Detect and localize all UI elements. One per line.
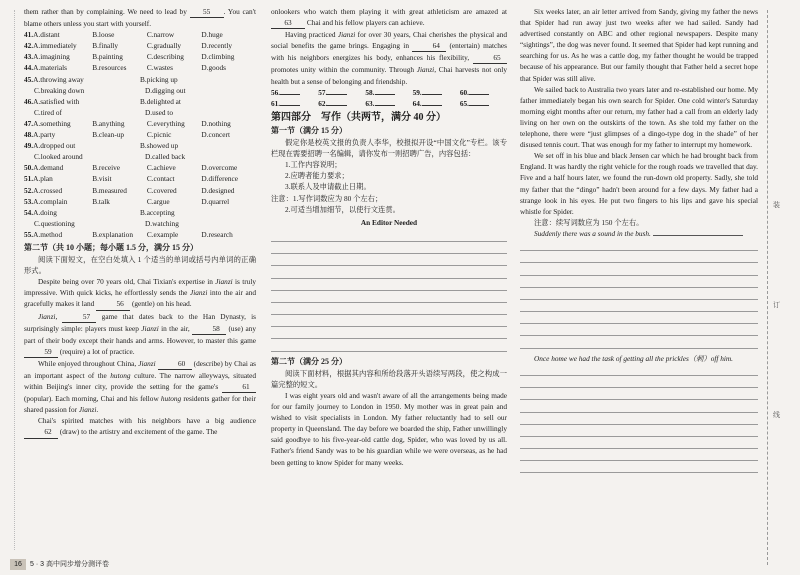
writing-section-2-instructions: 阅读下面材料，根据其内容和所给段落开头语续写两段，使之构成一篇完整的短文。 <box>271 368 507 389</box>
option-b[interactable]: B.explanation <box>92 229 133 239</box>
writing-section-2-title: 第二节（满分 25 分） <box>271 356 347 366</box>
writing-section-1-title: 第一节（满分 15 分） <box>271 125 347 135</box>
option-b[interactable]: B.measured <box>92 185 127 195</box>
blank-56: 56 <box>96 298 130 310</box>
option-b[interactable]: B.painting <box>92 52 123 62</box>
section-2-title: 第二节（共 10 小题；每小题 1.5 分，满分 15 分） <box>24 242 198 252</box>
margin-label-ding: 订 <box>773 301 780 309</box>
option-d[interactable]: D.huge <box>201 30 223 40</box>
writing-note-2: 2.可适当增加细节，以使行文连贯。 <box>285 204 400 214</box>
option-c[interactable]: C.argue <box>146 196 170 206</box>
story-paragraph-1: I was eight years old and wasn't aware of all the arrangements being made for our family journey to London in 1950. My mother was in great pain and wished to visit specialists in London. My father reluctantly had to sell our property in Queensland. The day before we boarded the ship, Father unwillingly said goodbye to his five-year-old cattle dog, Spider, who was loved by us all. Father's friend Sandy was to be his guardian while we were overseas, as he had been getting to know Spider for many weeks. <box>271 390 507 467</box>
answer-slot[interactable]: 56. <box>271 87 318 98</box>
section-2-instructions: 阅读下面短文，在空白处填入 1 个适当的单词或括号内单词的正确形式。 <box>24 255 256 276</box>
option-d[interactable]: D.goods <box>201 63 226 73</box>
writing-area-1[interactable] <box>271 230 507 352</box>
option-c[interactable]: C.narrow <box>146 30 175 40</box>
ad-title: An Editor Needed <box>360 217 418 227</box>
story-paragraph-2: Six weeks later, an air letter arrived from Sandy, giving my father the news that Spider had run away just two weeks after we had sailed. Sandy had advertised constantly on ABC and other regional newspapers. Despite many “sightings”, the dog was never found. It seemed that Spider had kept running and searching for us. As he was a cattle dog, my father thought he would be trapped because of his appearance. But our family thought that Father held a secret hope that Spider was still alive. <box>520 7 758 83</box>
blank-58: 58 <box>192 323 226 335</box>
column-1 <box>24 6 256 439</box>
answer-slot[interactable]: 57. <box>318 87 365 98</box>
answer-slot[interactable]: 63. <box>365 98 412 109</box>
passage-continuation: them rather than by complaining. We need to lead by 55 . You can't blame others unless you start with yourself. <box>24 7 256 29</box>
blank-61: 61 <box>222 381 256 393</box>
writing-area-3[interactable] <box>520 364 758 474</box>
option-b[interactable]: B.resources <box>92 63 127 73</box>
footer-title: 5 · 3 高中同步增分测评卷 <box>30 561 109 568</box>
option-c[interactable]: C.looked around <box>34 152 83 162</box>
writing-task-text: 假定你是校英文报的负责人李华，校报拟开设“中国文化”专栏。该专栏现在需要招聘一名编辑，请你发布一则招聘广告，内容包括： <box>271 138 507 159</box>
option-row <box>24 107 256 118</box>
option-b[interactable]: B.visit <box>92 174 112 184</box>
binding-gutter <box>10 10 15 550</box>
option-row <box>24 218 256 229</box>
story-paragraph-3: We sailed back to Australia two years later and re-established our home. My father immediately began his own search for Spider. One cold winter's Saturday morning eight months after our return, my father had a call from an elderly lady living on her own on the outskirts of the town. As she told my father on the telephone, there were “just glimpses of a dingo-type dog in the shade” of her disused tennis court. That was enough for my father to interrupt my homework. <box>520 84 758 150</box>
option-c[interactable]: C.picnic <box>146 130 172 140</box>
answer-slot[interactable]: 58. <box>365 87 412 98</box>
writing-item-3: 3.联系人及申请截止日期。 <box>285 182 371 192</box>
option-row <box>24 118 256 129</box>
option-d[interactable]: D.designed <box>201 185 235 195</box>
column-3 <box>520 6 758 473</box>
blank-65: 65 <box>473 52 507 64</box>
option-d[interactable]: D.watching <box>145 218 179 228</box>
margin-label-xian: 线 <box>773 411 780 419</box>
option-row <box>24 185 256 196</box>
option-a[interactable]: 50.A.demand <box>24 163 64 173</box>
option-a[interactable]: 48.A.party <box>24 130 56 140</box>
option-row <box>24 151 256 162</box>
blank-62: 62 <box>24 426 58 438</box>
option-d[interactable]: D.concert <box>201 130 230 140</box>
option-row <box>24 173 256 184</box>
option-a[interactable]: 55.A.method <box>24 229 63 239</box>
passage-paragraph-1: Despite being over 70 years old, Chai Tixian's expertise in Jianzi is truly impressive. With quick kicks, he effortlessly sends the Jianzi into the air and gracefully makes it land 56 (gentle) on his head. <box>24 276 256 310</box>
option-a[interactable]: 54.A.doing <box>24 207 57 217</box>
option-d[interactable]: D.digging out <box>145 85 186 95</box>
blank-59: 59 <box>24 346 58 358</box>
continuation-note: 注意：续写词数应为 150 个左右。 <box>534 217 644 227</box>
option-a[interactable]: 47.A.something <box>24 118 71 128</box>
column-2 <box>271 6 507 468</box>
page-number: 16 <box>10 559 26 570</box>
option-b[interactable]: B.picking up <box>140 74 178 84</box>
option-c[interactable]: C.gradually <box>146 41 182 51</box>
answer-slot[interactable]: 62. <box>318 98 365 109</box>
option-c[interactable]: C.covered <box>146 185 177 195</box>
option-d[interactable]: D.quarrel <box>201 196 230 206</box>
option-a[interactable]: 42.A.immediately <box>24 41 77 51</box>
option-row <box>24 29 256 40</box>
option-c[interactable]: C.describing <box>146 52 184 62</box>
option-row <box>24 196 256 207</box>
answer-row-1 <box>271 87 507 98</box>
blank-55: 55 <box>190 6 224 18</box>
blank-60: 60 <box>158 358 192 370</box>
option-b[interactable]: B.anything <box>92 118 125 128</box>
story-paragraph-4: We set off in his blue and black Jensen car which he had brought back from England. It was hardly the right vehicle for the rough roads we travelled that day. Five and a half hours later, we found the run-down old property. Sadly, she told my father that the “dingo” hadn't been around for a few days. My father had a strange look in his eyes. He put two fingers to his lips and gave his special whistle for Spider. <box>520 151 758 216</box>
answer-slot[interactable]: 59. <box>413 87 460 98</box>
option-b[interactable]: B.loose <box>92 30 115 40</box>
option-a[interactable]: 49.A.dropped out <box>24 141 76 151</box>
option-b[interactable]: B.finally <box>92 41 118 51</box>
passage-paragraph-5: onlookers who watch them playing it with great athleticism are amazed at 63 Chai and his fellow players can achieve. <box>271 6 507 29</box>
option-b[interactable]: B.showed up <box>140 141 179 151</box>
option-a[interactable]: 51.A.plan <box>24 174 53 184</box>
blank-57: 57 <box>62 311 96 323</box>
answer-slot[interactable]: 64. <box>413 98 460 109</box>
option-row <box>24 96 256 107</box>
continuation-start-2: Once home we had the task of getting all the prickles（刺）off him. <box>534 353 734 363</box>
writing-note-1: 注意：1.写作词数应为 80 个左右； <box>271 193 383 203</box>
option-b[interactable]: B.talk <box>92 196 110 206</box>
option-row <box>24 51 256 62</box>
option-a[interactable]: 45.A.throwing away <box>24 74 84 84</box>
writing-area-2[interactable] <box>520 239 758 349</box>
option-b[interactable]: B.delighted at <box>140 96 181 106</box>
continuation-start-1: Suddenly there was a sound in the bush. <box>520 228 758 239</box>
writing-item-2: 2.应聘者能力要求； <box>285 171 349 181</box>
cloze-options <box>24 29 256 240</box>
binding-margin-line <box>767 10 782 565</box>
option-c[interactable]: C.tired of <box>34 107 62 117</box>
answer-slot[interactable]: 60. <box>460 87 507 98</box>
option-a[interactable]: 44.A.materials <box>24 63 67 73</box>
option-a[interactable]: 52.A.crossed <box>24 185 63 195</box>
option-d[interactable]: D.nothing <box>201 118 231 128</box>
option-c[interactable]: C.wastes <box>146 63 173 73</box>
passage-paragraph-4: Chai's spirited matches with his neighbors have a big audience 62 (draw) to the artistry and excitement of the game. The <box>24 415 256 438</box>
option-d[interactable]: D.research <box>201 229 233 239</box>
passage-paragraph-2: Jianzi, 57 game that dates back to the Han Dynasty, is surprisingly simple: players must keep Jianzi in the air, 58 (use) any part of their body except their hands and arms. However, to master this game 59 (require) a lot of practice. <box>24 311 256 358</box>
option-row <box>24 129 256 140</box>
option-d[interactable]: D.recently <box>201 41 233 51</box>
option-row <box>24 40 256 51</box>
option-row <box>24 229 256 240</box>
part-4-title: 第四部分 写作（共两节，满分 40 分） <box>271 111 446 123</box>
option-c[interactable]: C.example <box>146 229 179 239</box>
option-row <box>24 140 256 151</box>
option-d[interactable]: D.overcome <box>201 163 238 173</box>
option-a[interactable]: 46.A.satisfied with <box>24 96 80 106</box>
option-d[interactable]: D.difference <box>201 174 238 184</box>
option-d[interactable]: D.climbing <box>201 52 235 62</box>
option-c[interactable]: C.breaking down <box>34 85 85 95</box>
answer-row-2 <box>271 98 507 109</box>
answer-slot[interactable]: 61. <box>271 98 318 109</box>
option-row <box>24 207 256 218</box>
option-row <box>24 74 256 85</box>
option-c[interactable]: C.contact <box>146 174 175 184</box>
option-row <box>24 62 256 73</box>
option-row <box>24 162 256 173</box>
option-a[interactable]: 43.A.imagining <box>24 52 70 62</box>
option-d[interactable]: D.used to <box>145 107 173 117</box>
page-footer <box>0 559 150 571</box>
option-b[interactable]: B.accepting <box>140 207 175 217</box>
option-b[interactable]: B.clean-up <box>92 130 125 140</box>
margin-label-zhuang: 装 <box>773 201 780 209</box>
option-a[interactable]: 53.A.complain <box>24 196 68 206</box>
option-c[interactable]: C.everything <box>146 118 185 128</box>
option-row <box>24 85 256 96</box>
passage-paragraph-6: Having practiced Jianzi for over 30 years, Chai cherishes the physical and social benefits the game brings. Engaging in 64 (entertain) matches with his neighbors energizes his body, enhances his flexibility, 65 promotes unity within the community. Through Jianzi, Chai harvests not only health but a sense of belonging and friendship. <box>271 30 507 86</box>
writing-item-1: 1.工作内容说明； <box>285 160 342 170</box>
blank-64: 64 <box>412 40 446 52</box>
passage-paragraph-3: While enjoyed throughout China, Jianzi 60 (describe) by Chai as an important aspect of the hutong culture. The narrow alleyways, situated within Beijing's inner city, provide the setting for the game's 61 (popular). Each morning, Chai and his fellow hutong residents gather for their shared passion for Jianzi. <box>24 358 257 415</box>
option-d[interactable]: D.called back <box>145 152 186 162</box>
option-a[interactable]: 41.A.distant <box>24 30 60 40</box>
answer-slot[interactable]: 65. <box>460 98 507 109</box>
option-c[interactable]: C.questioning <box>34 218 75 228</box>
option-c[interactable]: C.achieve <box>146 163 176 173</box>
option-b[interactable]: B.receive <box>92 163 120 173</box>
blank-63: 63 <box>271 17 305 29</box>
